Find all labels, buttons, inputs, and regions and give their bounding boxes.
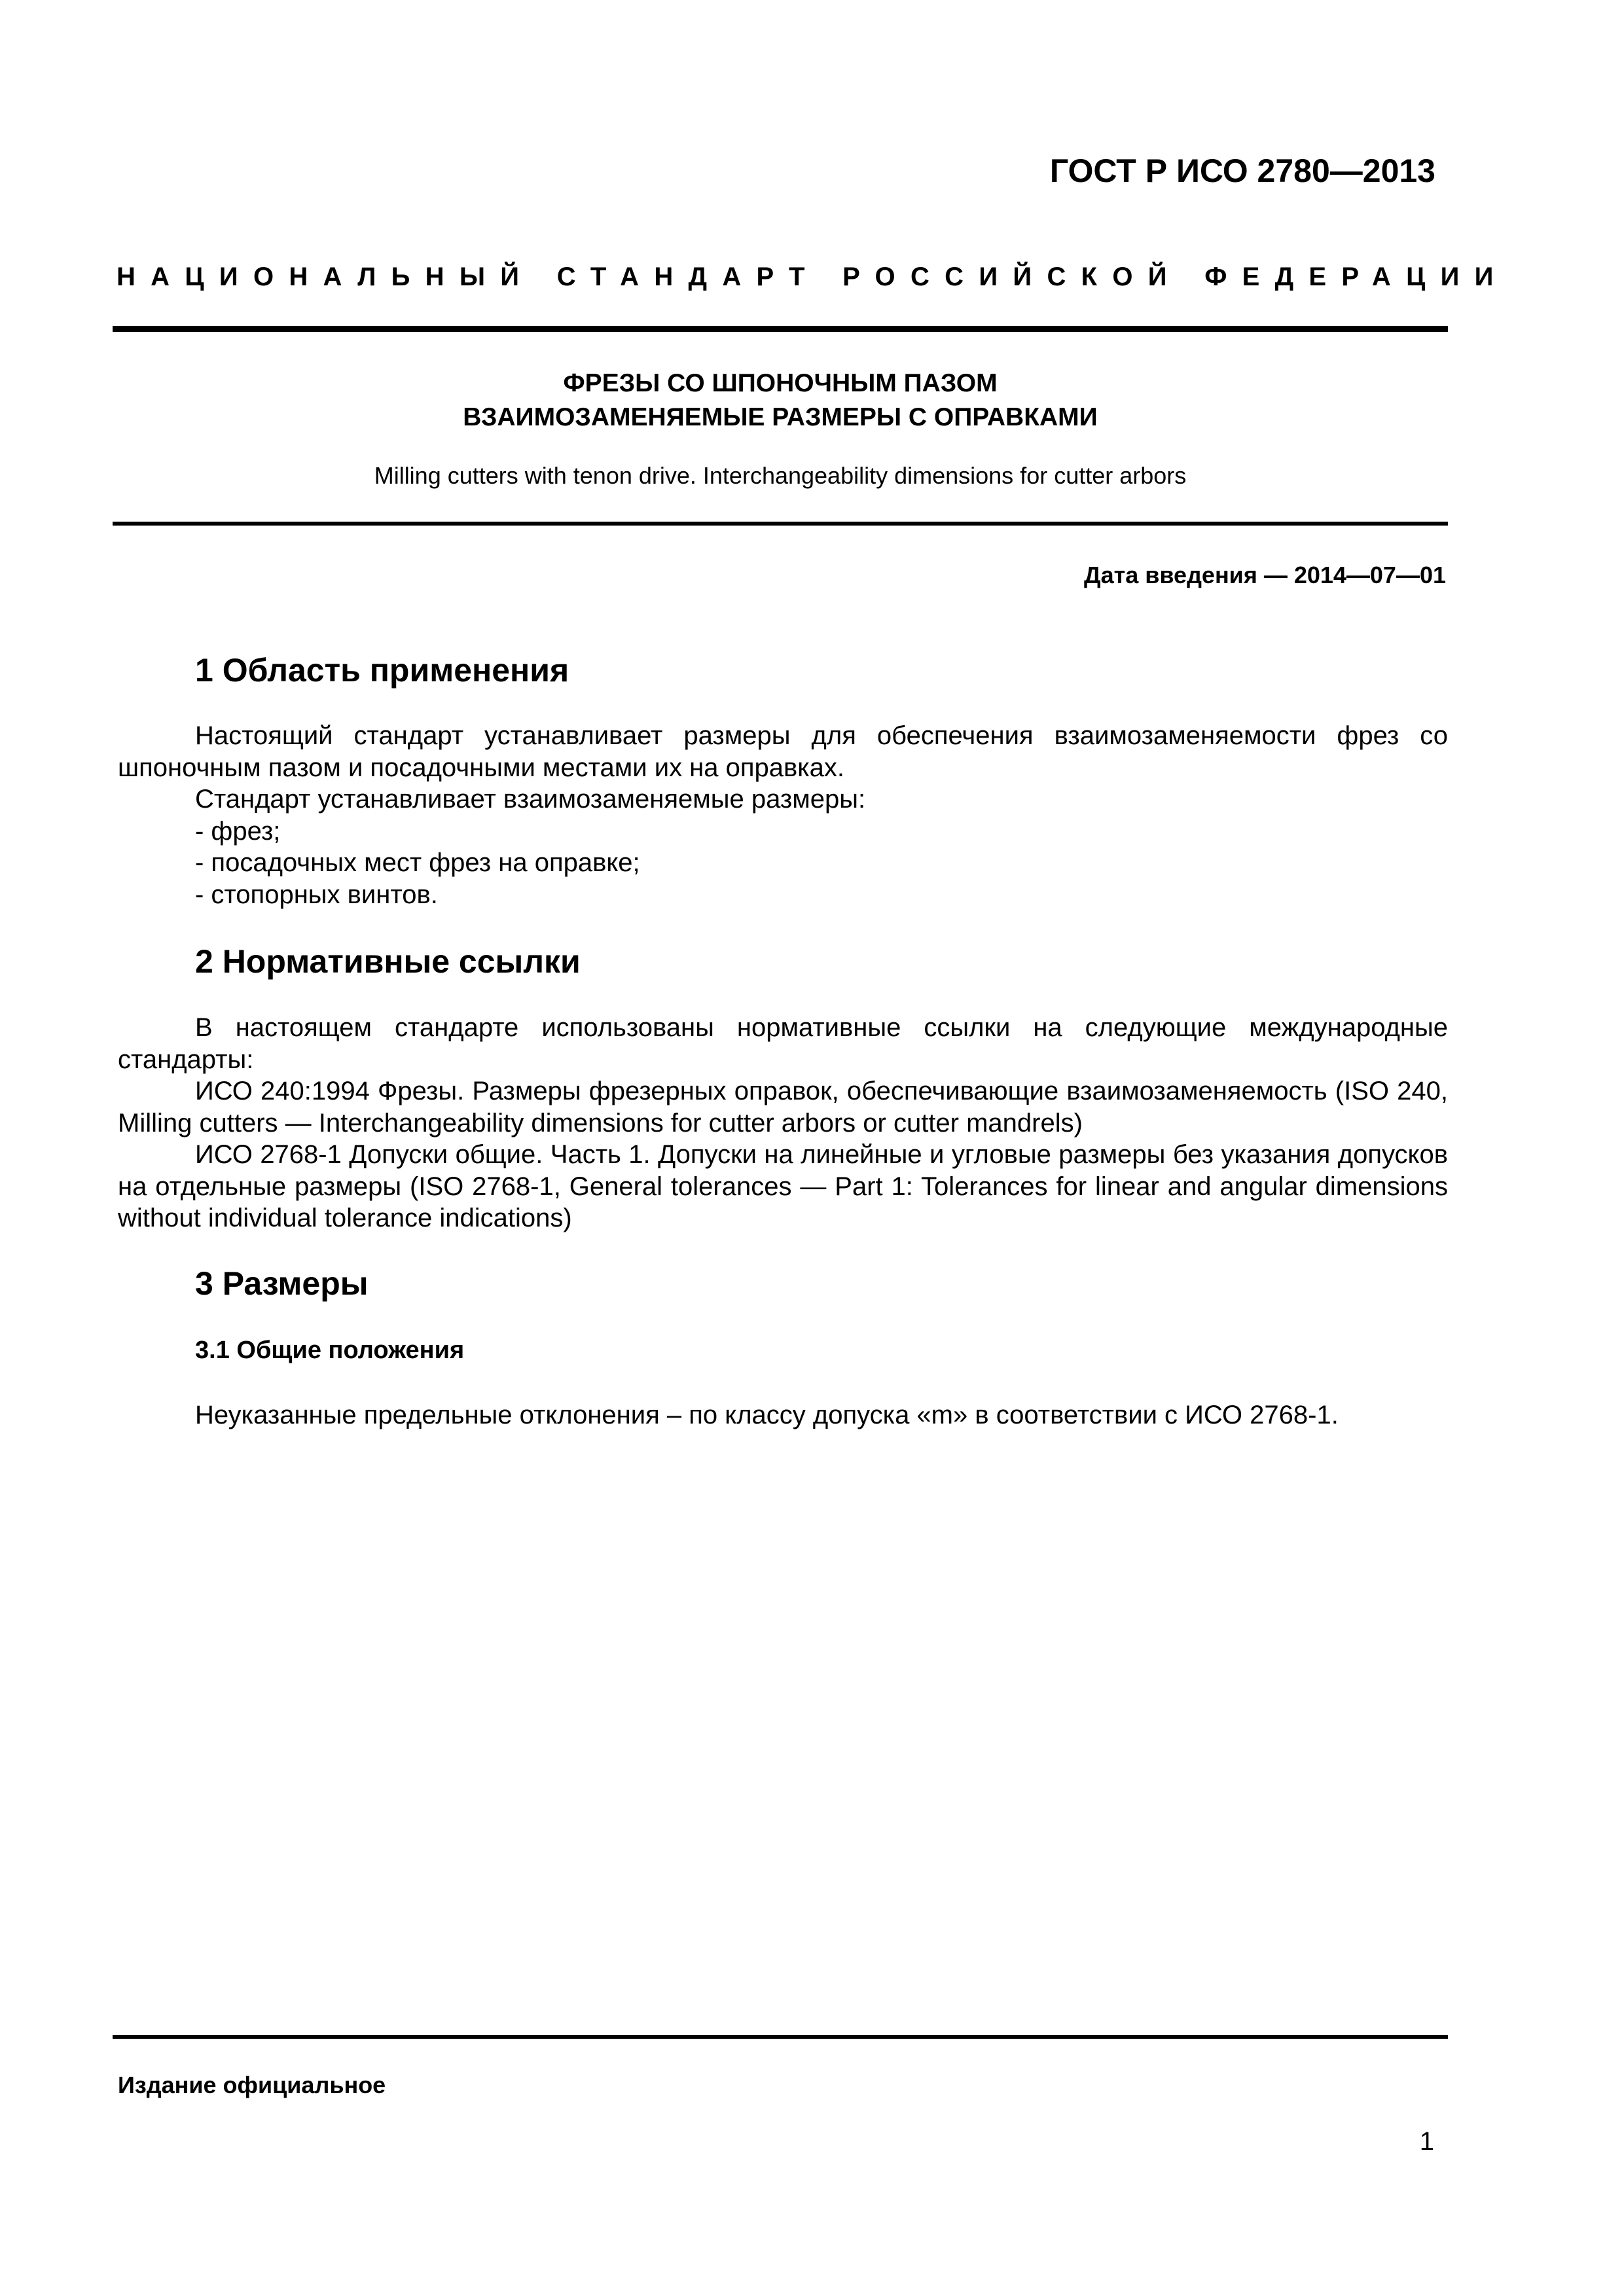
title-line-2: ВЗАИМОЗАМЕНЯЕМЫЕ РАЗМЕРЫ С ОПРАВКАМИ bbox=[463, 403, 1098, 431]
english-title: Milling cutters with tenon drive. Interchangeability dimensions for cutter arbors bbox=[374, 462, 1187, 489]
section-3-body bbox=[118, 1399, 1448, 1431]
paragraph: Настоящий стандарт устанавливает размеры для обеспечения взаимозаменяемости фрез со шпоночным пазом и посадочными местами их на оправках. bbox=[118, 721, 1448, 782]
edition-label: Издание официальное bbox=[118, 2072, 386, 2098]
list-item: - посадочных мест фрез на оправке; bbox=[195, 848, 640, 877]
document-code: ГОСТ Р ИСО 2780—2013 bbox=[1049, 152, 1435, 189]
introduction-date: Дата введения — 2014—07—01 bbox=[1083, 562, 1446, 588]
national-standard-label: НАЦИОНАЛЬНЫЙ СТАНДАРТ РОССИЙСКОЙ ФЕДЕРАЦИИ bbox=[117, 262, 1509, 291]
section-heading-2: 2 Нормативные ссылки bbox=[195, 943, 581, 980]
paragraph: В настоящем стандарте использованы нормативные ссылки на следующие международные стандарты: bbox=[118, 1013, 1448, 1074]
document-title bbox=[113, 367, 1448, 435]
subsection-heading-3-1: 3.1 Общие положения bbox=[195, 1336, 465, 1364]
header-divider bbox=[113, 326, 1448, 332]
list-item: - стопорных винтов. bbox=[195, 880, 438, 909]
paragraph: Стандарт устанавливает взаимозаменяемые размеры: bbox=[195, 785, 866, 814]
list-item: - фрез; bbox=[195, 816, 281, 846]
section-heading-3: 3 Размеры bbox=[195, 1265, 369, 1302]
section-2-body bbox=[118, 1012, 1448, 1234]
paragraph: Неуказанные предельные отклонения – по классу допуска «m» в соответствии с ИСО 2768-1. bbox=[195, 1401, 1339, 1429]
footer-divider bbox=[113, 2035, 1448, 2039]
reference-iso-2768-1: ИСО 2768-1 Допуски общие. Часть 1. Допуски на линейные и угловые размеры без указания допусков на отдельные размеры (ISO 2768-1, General tolerances — Part 1: Tolerances for linear and angular dimensions without individual tolerance indications) bbox=[118, 1140, 1448, 1232]
title-divider bbox=[113, 522, 1448, 526]
title-line-1: ФРЕЗЫ СО ШПОНОЧНЫМ ПАЗОМ bbox=[563, 369, 998, 397]
reference-iso-240: ИСО 240:1994 Фрезы. Размеры фрезерных оправок, обеспечивающие взаимозаменяемость (ISO 240, Milling cutters — Interchangeability dimensions for cutter arbors or cutter mandrels) bbox=[118, 1077, 1448, 1138]
section-1-body bbox=[118, 720, 1448, 910]
page-number: 1 bbox=[1419, 2127, 1434, 2156]
section-heading-1: 1 Область применения bbox=[195, 652, 569, 689]
